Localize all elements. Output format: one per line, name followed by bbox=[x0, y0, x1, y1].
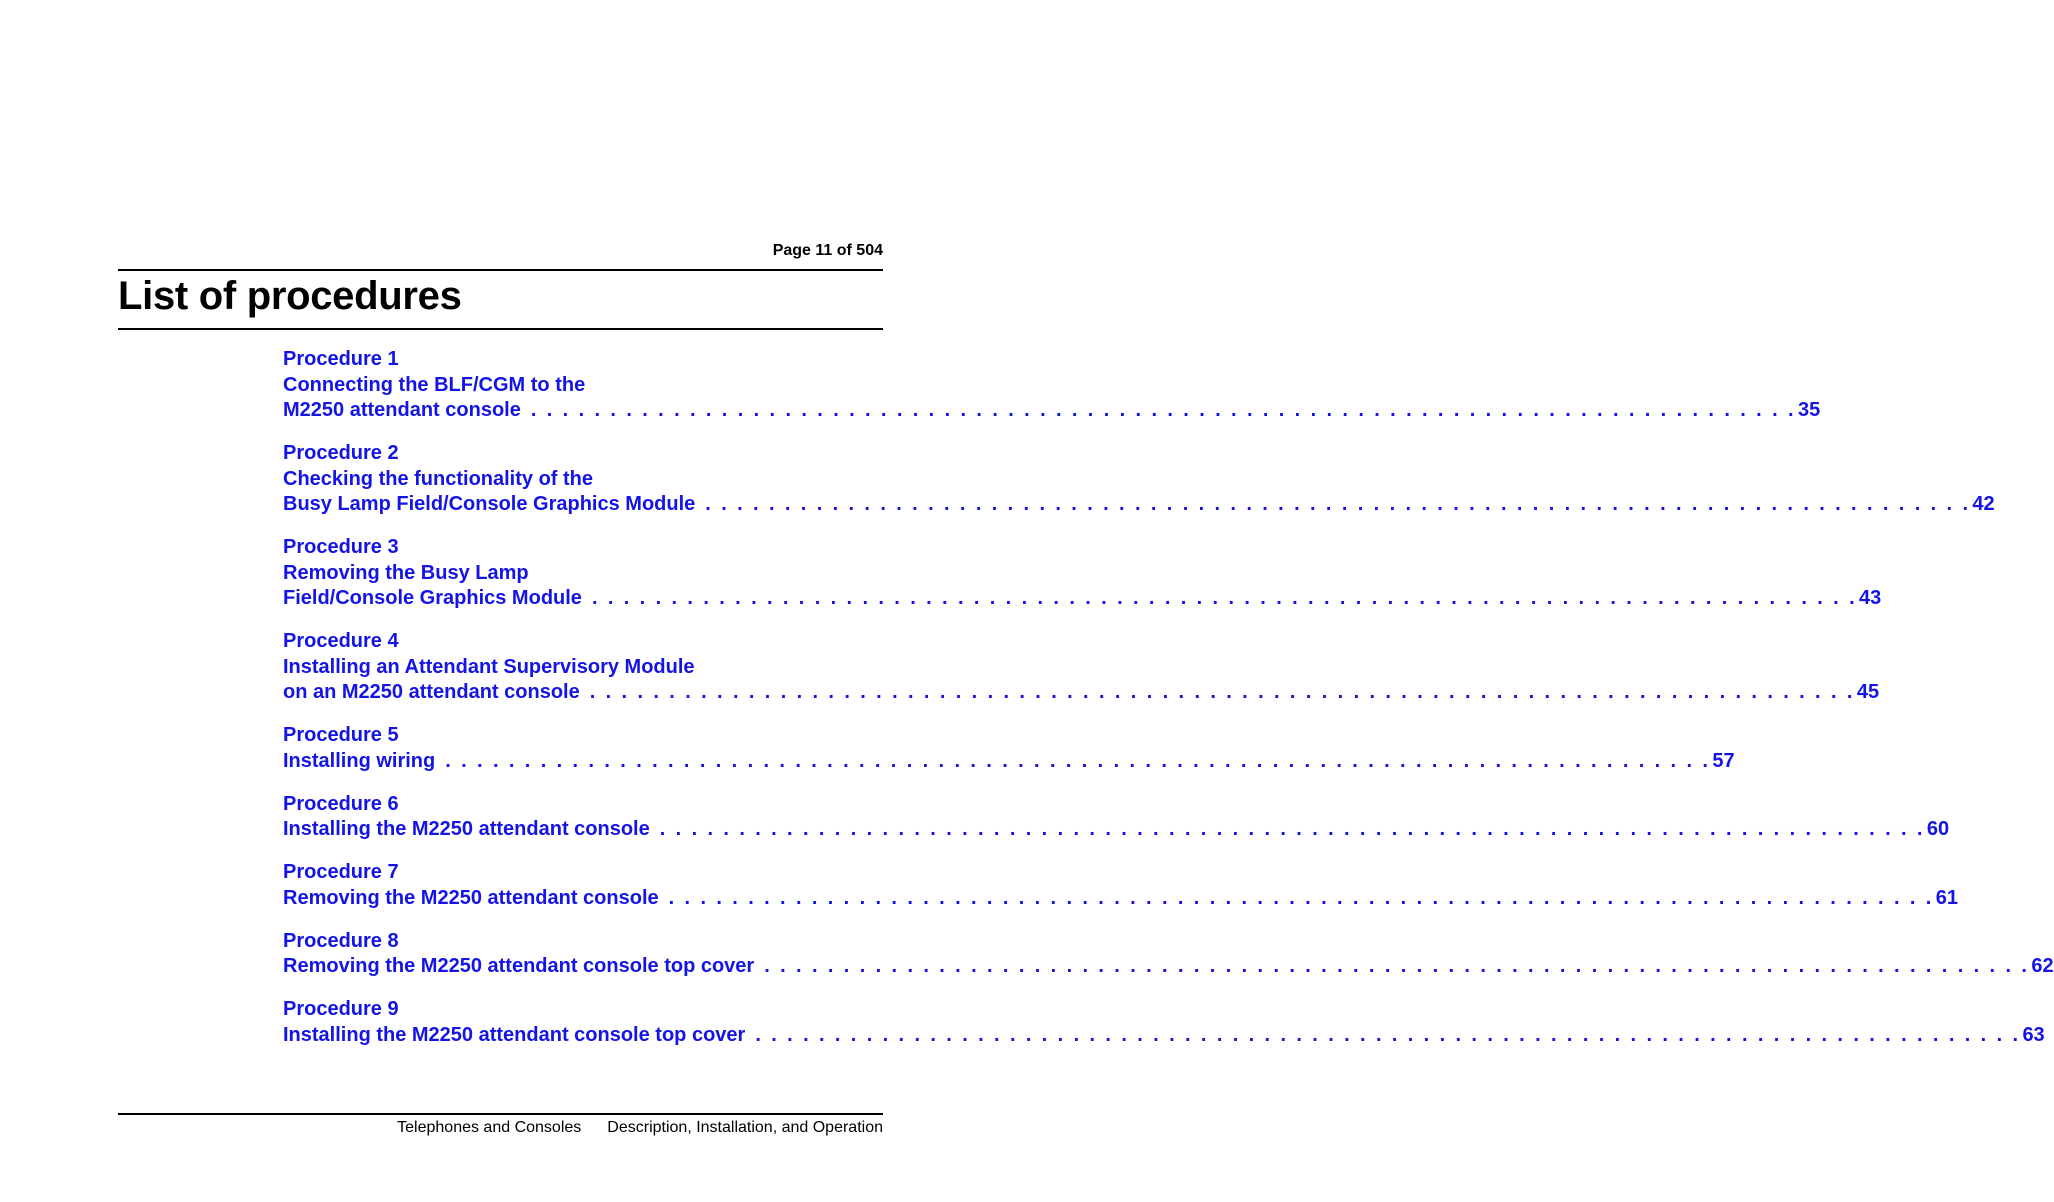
footer-rule bbox=[118, 1113, 883, 1115]
dot-leader: . . . . . . . . . . . . . . . . . . . . . . . . . . . . . . . . . . . . . . . . . . . . . . . . . . . . . . . . . . . . . . . . . . . . . . . . . . . . . . . . bbox=[591, 587, 1858, 609]
procedure-title-line: Connecting the BLF/CGM to the bbox=[283, 373, 586, 396]
procedure-link-7[interactable] bbox=[283, 860, 1958, 911]
dot-leader: . . . . . . . . . . . . . . . . . . . . . . . . . . . . . . . . . . . . . . . . . . . . . . . . . . . . . . . . . . . . . . . . . . . . . . . . . . . . . . . . bbox=[589, 681, 1855, 703]
page-number: Page 11 of 504 bbox=[772, 242, 883, 259]
footer-book-title: Telephones and Consoles bbox=[397, 1119, 582, 1136]
procedure-title-last-line bbox=[283, 398, 1821, 424]
procedure-list bbox=[283, 347, 2054, 1066]
page-reference: 63 bbox=[2022, 1023, 2045, 1046]
dot-leader: . . . . . . . . . . . . . . . . . . . . . . . . . . . . . . . . . . . . . . . . . . . . . . . . . . . . . . . . . . . . . . . . . . . . . . . . . . . . . . . . bbox=[755, 1023, 2021, 1046]
page-reference: 35 bbox=[1797, 399, 1821, 421]
procedure-title-line: Checking the functionality of the bbox=[283, 467, 594, 490]
procedure-title-text: Installing the M2250 attendant console top cover bbox=[283, 1023, 746, 1046]
procedure-heading: Procedure 8 bbox=[283, 929, 399, 952]
procedure-title-text: Installing the M2250 attendant console bbox=[283, 818, 650, 840]
procedure-link-2[interactable] bbox=[283, 441, 1995, 518]
page-reference: 60 bbox=[1926, 818, 1950, 840]
procedure-link-8[interactable] bbox=[283, 929, 2054, 980]
procedure-link-6[interactable] bbox=[283, 792, 1950, 843]
footer bbox=[397, 1118, 883, 1138]
procedure-heading: Procedure 9 bbox=[283, 998, 399, 1020]
procedure-title-last-line bbox=[283, 954, 2054, 980]
dot-leader: . . . . . . . . . . . . . . . . . . . . . . . . . . . . . . . . . . . . . . . . . . . . . . . . . . . . . . . . . . . . . . . . . . . . . . . . . . . . . . . . bbox=[445, 749, 1711, 772]
procedure-link-4[interactable] bbox=[283, 629, 1880, 706]
procedure-link-3[interactable] bbox=[283, 535, 1882, 612]
dot-leader: . . . . . . . . . . . . . . . . . . . . . . . . . . . . . . . . . . . . . . . . . . . . . . . . . . . . . . . . . . . . . . . . . . . . . . . . . . . . . . . . bbox=[530, 399, 1796, 421]
page-reference: 43 bbox=[1859, 587, 1882, 609]
page-reference: 57 bbox=[1712, 749, 1735, 772]
procedure-title-last-line bbox=[283, 680, 1880, 706]
procedure-title-text: Field/Console Graphics Module bbox=[283, 587, 582, 609]
dot-leader: . . . . . . . . . . . . . . . . . . . . . . . . . . . . . . . . . . . . . . . . . . . . . . . . . . . . . . . . . . . . . . . . . . . . . . . . . . . . . . . . bbox=[668, 886, 1934, 909]
procedure-heading: Procedure 3 bbox=[283, 536, 399, 558]
procedure-title-last-line bbox=[283, 886, 1958, 912]
page-title: List of procedures bbox=[118, 274, 462, 318]
procedure-heading: Procedure 4 bbox=[283, 630, 399, 652]
procedure-title-last-line bbox=[283, 492, 1995, 518]
procedure-title-last-line bbox=[283, 586, 1882, 612]
procedure-title-text: M2250 attendant console bbox=[283, 399, 521, 421]
procedure-title-line: Removing the Busy Lamp bbox=[283, 561, 529, 584]
procedure-title-last-line bbox=[283, 749, 1735, 775]
procedure-link-9[interactable] bbox=[283, 997, 2045, 1048]
title-bottom-rule bbox=[118, 328, 883, 330]
footer-book-subtitle: Description, Installation, and Operation bbox=[607, 1119, 883, 1136]
procedure-link-1[interactable] bbox=[283, 347, 1821, 424]
dot-leader: . . . . . . . . . . . . . . . . . . . . . . . . . . . . . . . . . . . . . . . . . . . . . . . . . . . . . . . . . . . . . . . . . . . . . . . . . . . . . . . . bbox=[705, 493, 1971, 515]
procedure-heading: Procedure 1 bbox=[283, 348, 399, 370]
procedure-title-text: Removing the M2250 attendant console top cover bbox=[283, 955, 755, 977]
page-reference: 61 bbox=[1935, 886, 1958, 909]
procedure-title-last-line bbox=[283, 817, 1950, 843]
procedure-title-text: on an M2250 attendant console bbox=[283, 681, 580, 703]
procedure-heading: Procedure 2 bbox=[283, 442, 399, 464]
procedure-title-text: Removing the M2250 attendant console bbox=[283, 886, 659, 909]
procedure-title-text: Busy Lamp Field/Console Graphics Module bbox=[283, 493, 696, 515]
page-reference: 42 bbox=[1972, 493, 1995, 515]
procedure-title-text: Installing wiring bbox=[283, 749, 436, 772]
procedure-title-line: Installing an Attendant Supervisory Module bbox=[283, 655, 695, 678]
dot-leader: . . . . . . . . . . . . . . . . . . . . . . . . . . . . . . . . . . . . . . . . . . . . . . . . . . . . . . . . . . . . . . . . . . . . . . . . . . . . . . . . bbox=[659, 818, 1925, 840]
procedure-heading: Procedure 7 bbox=[283, 861, 399, 883]
page-reference: 62 bbox=[2031, 955, 2054, 977]
dot-leader: . . . . . . . . . . . . . . . . . . . . . . . . . . . . . . . . . . . . . . . . . . . . . . . . . . . . . . . . . . . . . . . . . . . . . . . . . . . . . . . . bbox=[764, 955, 2030, 977]
procedure-link-5[interactable] bbox=[283, 723, 1735, 774]
procedure-heading: Procedure 5 bbox=[283, 724, 399, 746]
title-top-rule bbox=[118, 269, 883, 271]
procedure-title-last-line bbox=[283, 1023, 2045, 1049]
page-reference: 45 bbox=[1856, 681, 1880, 703]
procedure-heading: Procedure 6 bbox=[283, 792, 399, 815]
